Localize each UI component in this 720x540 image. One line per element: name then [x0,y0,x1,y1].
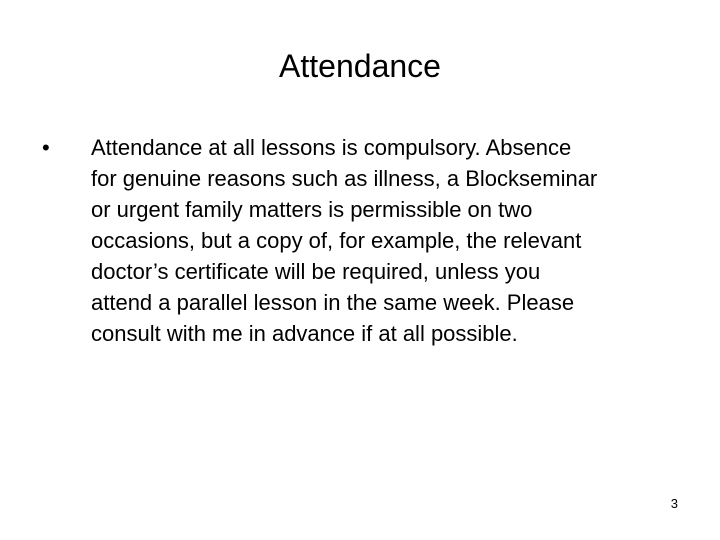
slide-title: Attendance [279,48,441,84]
bullet-dot-icon: • [42,135,50,160]
bullet-text-line-7: consult with me in advance if at all possible. [91,321,518,346]
bullet-text-line-3: or urgent family matters is permissible on two [91,197,533,222]
bullet-text-line-2: for genuine reasons such as illness, a Blockseminar [91,166,598,191]
bullet-text-line-5: doctor’s certificate will be required, unless you [91,259,541,284]
bullet-text-line-4: occasions, but a copy of, for example, the relevant [91,228,582,253]
bullet-text-line-1: Attendance at all lessons is compulsory. Absence [91,135,572,160]
bullet-text-line-6: attend a parallel lesson in the same week. Please [91,290,575,315]
bullet-text [91,132,663,349]
page-number: 3 [670,496,678,511]
